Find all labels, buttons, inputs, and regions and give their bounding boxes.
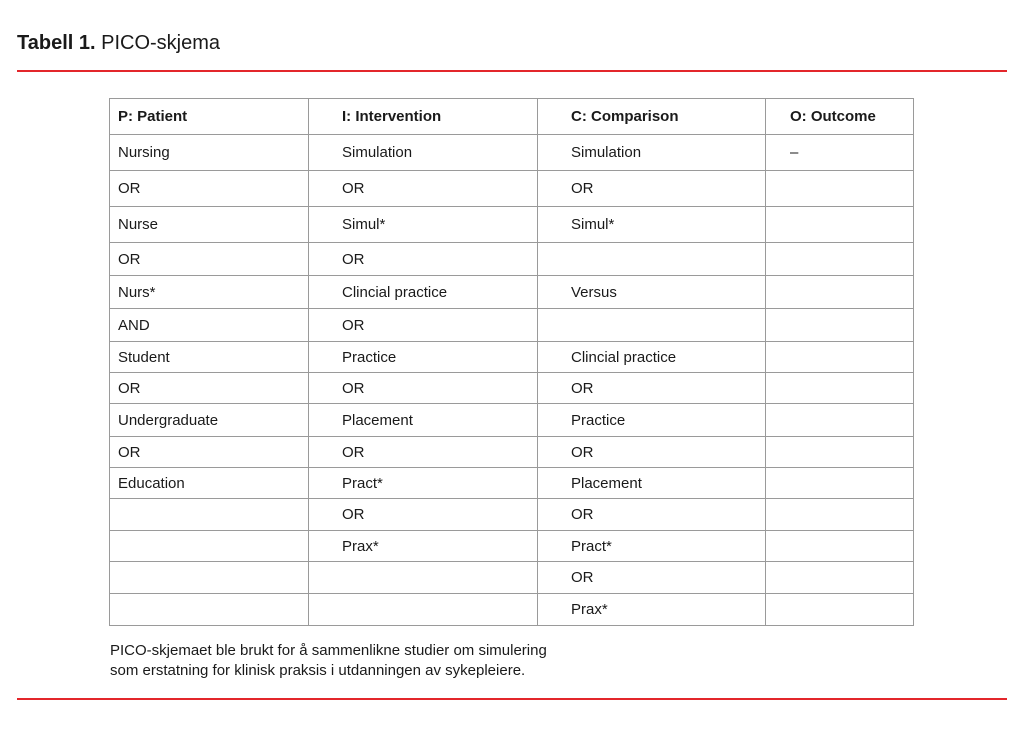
cell-outcome	[766, 342, 914, 373]
table-row	[110, 437, 914, 468]
cell-comparison	[538, 243, 766, 276]
cell-patient	[110, 531, 309, 562]
table-row	[110, 531, 914, 562]
table-row	[110, 499, 914, 531]
cell-intervention: Pract*	[309, 468, 538, 499]
cell-comparison: Placement	[538, 468, 766, 499]
cell-patient: OR	[110, 373, 309, 404]
table-title-text: PICO-skjema	[101, 32, 221, 54]
cell-outcome	[766, 499, 914, 531]
header-intervention: I: Intervention	[309, 99, 538, 135]
cell-outcome	[766, 207, 914, 243]
cell-intervention	[309, 562, 538, 594]
caption-line-2: som erstatning for klinisk praksis i utdanningen av sykepleiere.	[110, 662, 526, 679]
table-row	[110, 243, 914, 276]
cell-intervention: OR	[309, 309, 538, 342]
cell-comparison: Prax*	[538, 594, 766, 626]
cell-intervention: Simul*	[309, 207, 538, 243]
cell-comparison: Practice	[538, 404, 766, 437]
table-row	[110, 373, 914, 404]
table-row	[110, 562, 914, 594]
cell-patient	[110, 562, 309, 594]
cell-outcome	[766, 562, 914, 594]
cell-patient: Undergraduate	[110, 404, 309, 437]
cell-patient: Education	[110, 468, 309, 499]
cell-outcome	[766, 171, 914, 207]
cell-comparison: OR	[538, 499, 766, 531]
cell-outcome	[766, 468, 914, 499]
top-divider	[17, 70, 1007, 72]
table-row	[110, 342, 914, 373]
cell-outcome	[766, 531, 914, 562]
cell-intervention: Placement	[309, 404, 538, 437]
cell-intervention: Clincial practice	[309, 276, 538, 309]
cell-patient: OR	[110, 243, 309, 276]
cell-outcome: –	[766, 135, 914, 171]
table-row	[110, 135, 914, 171]
cell-intervention: Prax*	[309, 531, 538, 562]
cell-outcome	[766, 594, 914, 626]
table-row	[110, 468, 914, 499]
cell-patient: OR	[110, 171, 309, 207]
cell-outcome	[766, 243, 914, 276]
header-row	[110, 99, 914, 135]
cell-intervention: OR	[309, 243, 538, 276]
header-outcome: O: Outcome	[766, 99, 914, 135]
cell-patient: AND	[110, 309, 309, 342]
cell-patient	[110, 499, 309, 531]
cell-intervention: OR	[309, 499, 538, 531]
cell-outcome	[766, 437, 914, 468]
cell-intervention: Simulation	[309, 135, 538, 171]
cell-comparison: OR	[538, 437, 766, 468]
cell-comparison: Simul*	[538, 207, 766, 243]
cell-comparison: OR	[538, 171, 766, 207]
cell-intervention: Practice	[309, 342, 538, 373]
cell-comparison: OR	[538, 562, 766, 594]
cell-outcome	[766, 276, 914, 309]
table-row	[110, 171, 914, 207]
cell-comparison: Pract*	[538, 531, 766, 562]
header-patient: P: Patient	[110, 99, 309, 135]
table-row	[110, 207, 914, 243]
cell-comparison	[538, 309, 766, 342]
cell-intervention: OR	[309, 171, 538, 207]
table-row	[110, 276, 914, 309]
cell-patient: Student	[110, 342, 309, 373]
table-number: Tabell 1.	[17, 32, 96, 54]
table-row	[110, 594, 914, 626]
cell-comparison: Simulation	[538, 135, 766, 171]
cell-outcome	[766, 404, 914, 437]
table-row	[110, 309, 914, 342]
cell-patient: Nurs*	[110, 276, 309, 309]
cell-intervention	[309, 594, 538, 626]
cell-outcome	[766, 373, 914, 404]
table-title	[17, 30, 220, 56]
cell-patient: Nursing	[110, 135, 309, 171]
cell-patient: OR	[110, 437, 309, 468]
pico-table	[109, 98, 914, 626]
cell-intervention: OR	[309, 373, 538, 404]
cell-comparison: Versus	[538, 276, 766, 309]
table-caption	[110, 641, 710, 681]
table-row	[110, 404, 914, 437]
cell-comparison: Clincial practice	[538, 342, 766, 373]
caption-line-1: PICO-skjemaet ble brukt for å sammenlikne studier om simulering	[110, 642, 547, 659]
cell-patient: Nurse	[110, 207, 309, 243]
header-comparison: C: Comparison	[538, 99, 766, 135]
cell-outcome	[766, 309, 914, 342]
cell-patient	[110, 594, 309, 626]
bottom-divider	[17, 698, 1007, 700]
cell-comparison: OR	[538, 373, 766, 404]
cell-intervention: OR	[309, 437, 538, 468]
